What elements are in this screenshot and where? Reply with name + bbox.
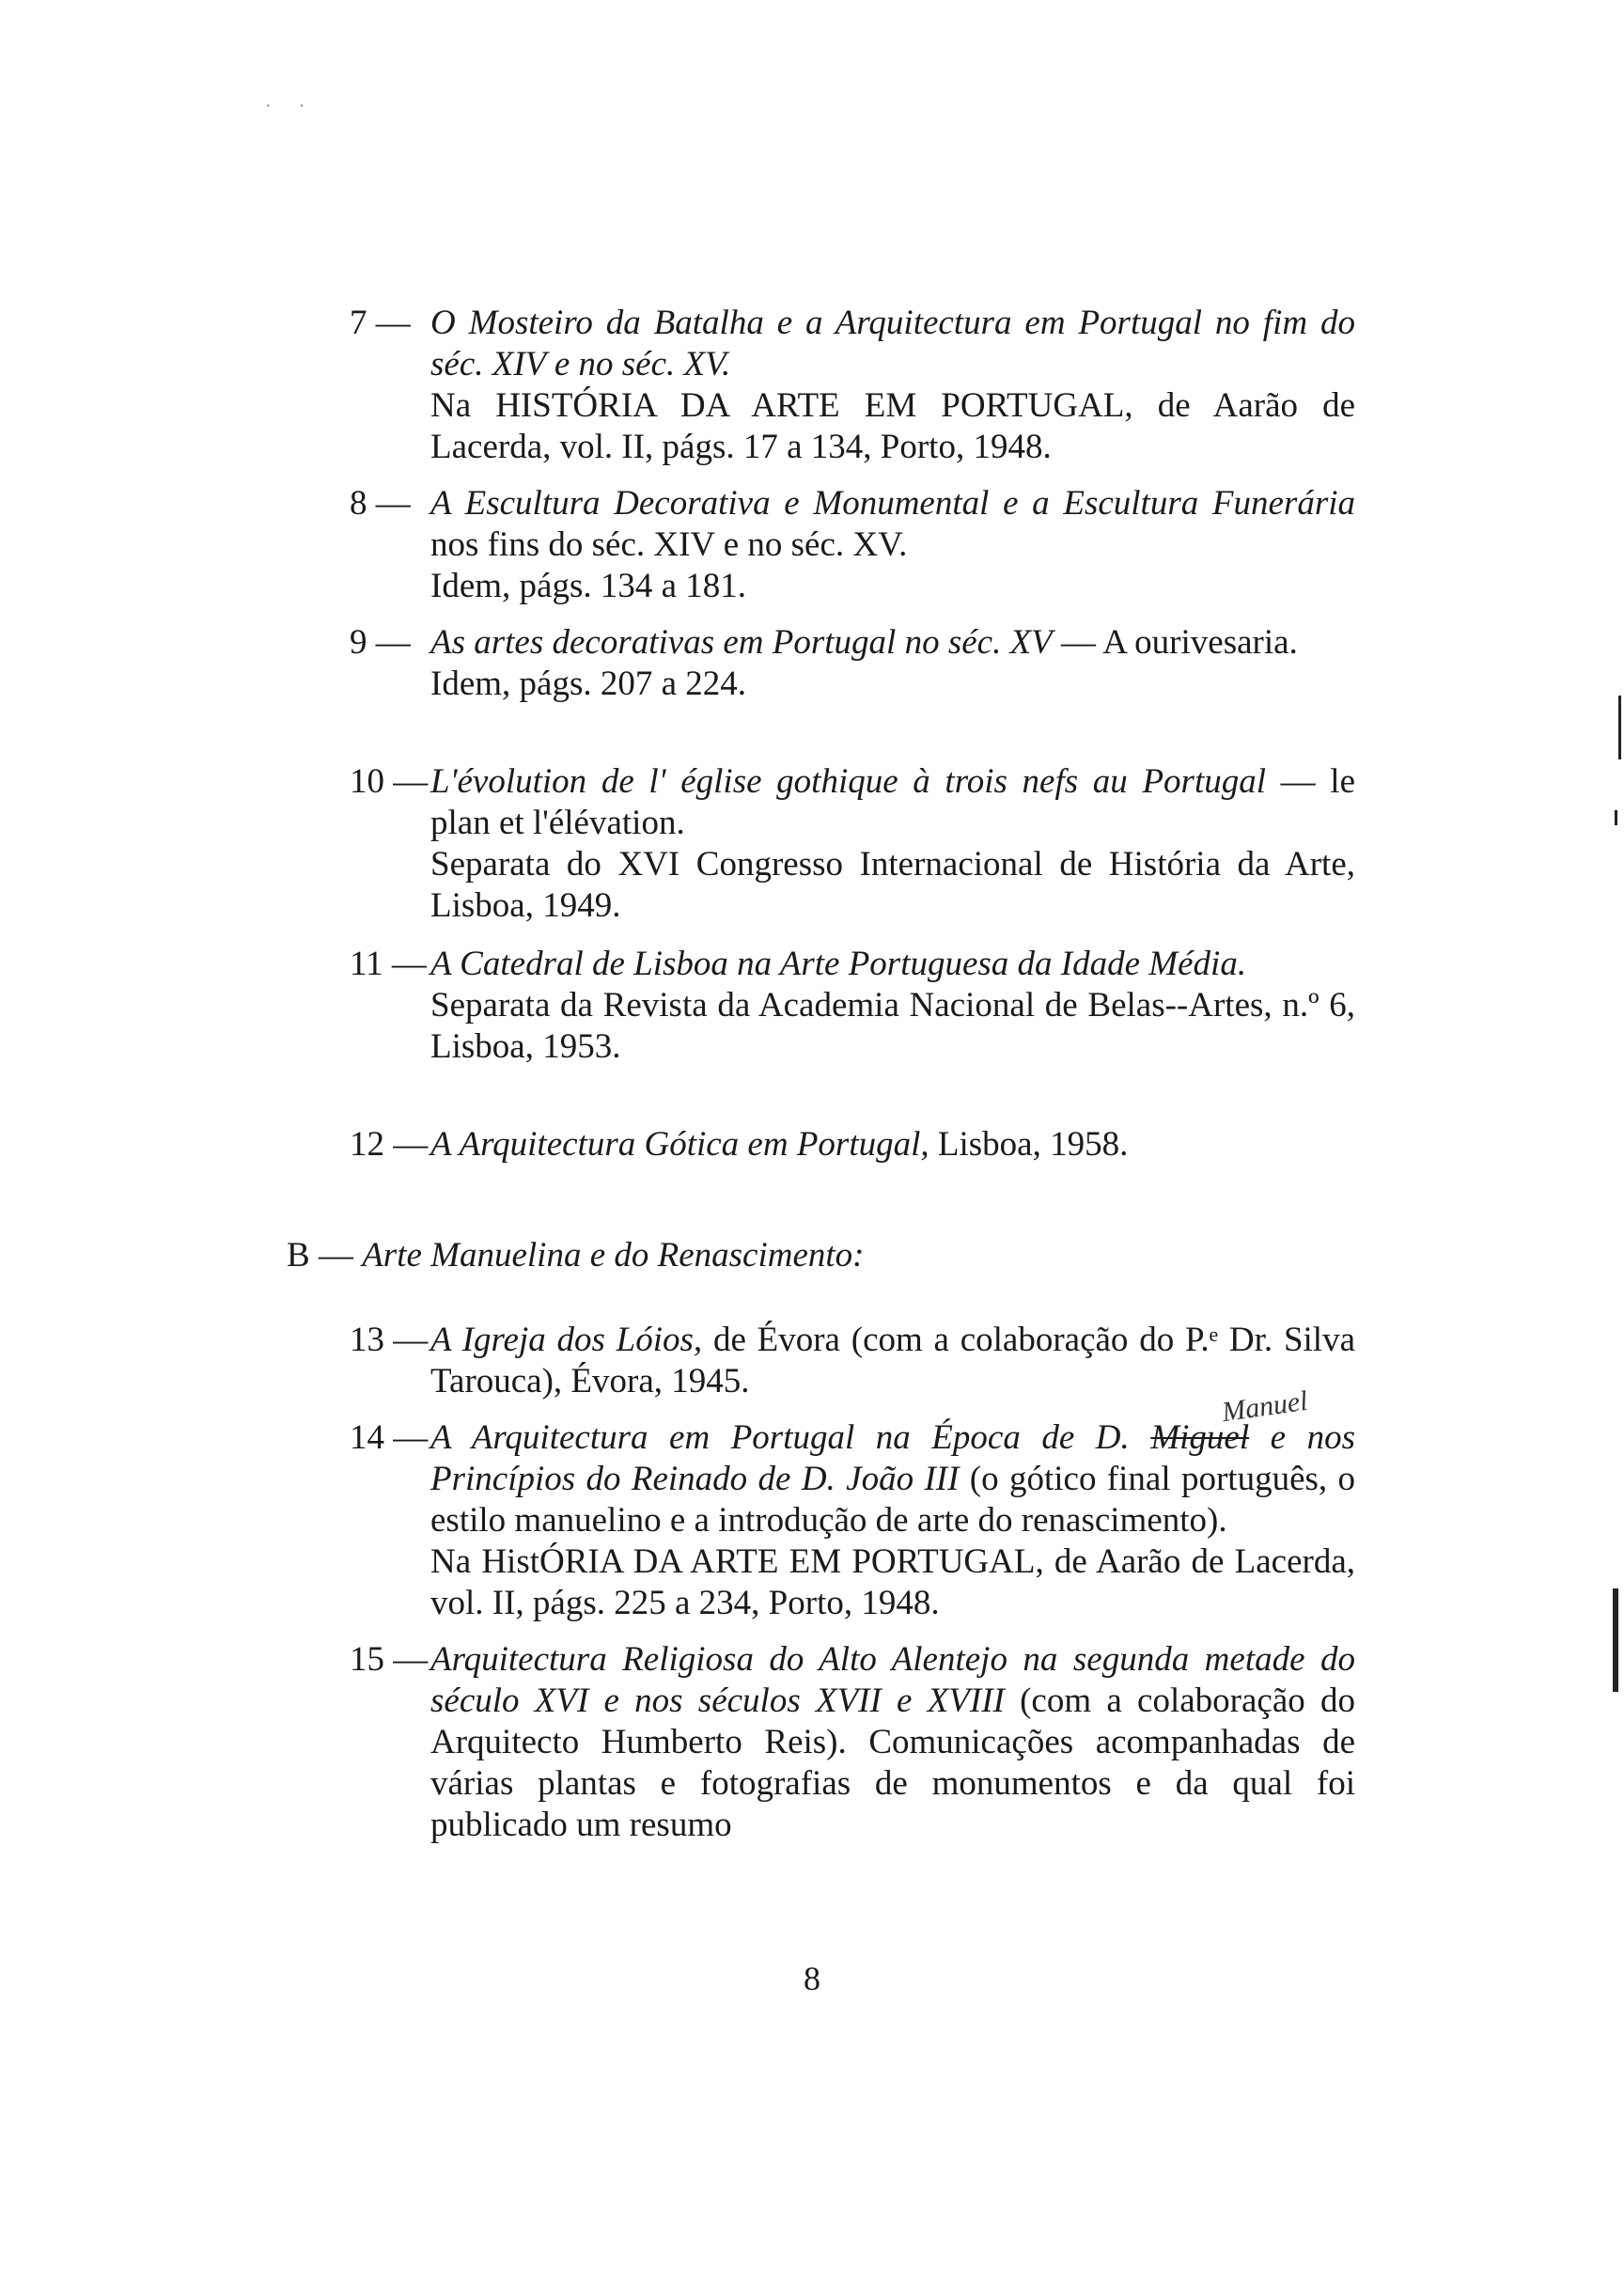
scan-margin-mark [1618,696,1621,759]
entry-note: Na HISTÓRIA DA ARTE EM PORTUGAL, de Aarão de Lacerda, vol. II, págs. 17 a 134, Porto, 1948. [430,386,1355,466]
scan-speck: · · [265,96,317,117]
entry-detail: de Évora (com a colaboração do P.ᵉ Dr. Silva Tarouca), Évora, 1945. [430,1321,1356,1400]
bibliography-entry-15 [350,1639,1355,1846]
entry-title: L'évolution de l' église gothique à trois nefs au Portugal [430,762,1266,801]
entry-body [430,1124,1355,1165]
entry-note: Idem, págs. 207 a 224. [430,665,747,703]
entry-body [430,303,1355,385]
entry-body [430,483,1355,566]
entry-body [430,1639,1355,1846]
entry-number: 8 — [350,484,411,523]
struck-word: Miguel [1150,1418,1250,1457]
entry-title: A Catedral de Lisboa na Arte Portuguesa da Idade Média. [430,945,1247,983]
entry-detail: nos fins do séc. XIV e no séc. XV. [430,525,908,564]
entry-note: Na HistÓRIA DA ARTE EM PORTUGAL, de Aarão de Lacerda, vol. II, págs. 225 a 234, Porto, 1948. [430,1542,1355,1622]
entry-title: A Arquitectura em Portugal na Época de D. [430,1418,1130,1457]
entry-body [430,944,1355,985]
entry-note: Separata da Revista da Academia Nacional de Belas--Artes, n.º 6, Lisboa, 1953. [430,986,1355,1066]
bibliography-entry-12 [350,1124,1355,1165]
bibliography-entry-13 [350,1320,1355,1402]
entry-number: 11 — [350,945,427,983]
entry-number: 13 — [350,1321,429,1359]
entry-number: 15 — [350,1640,429,1679]
bibliography-entry-8 [350,483,1355,607]
entry-title: As artes decorativas em Portugal no séc. XV [430,623,1053,662]
entry-title-continued: e nos Princípios do Reinado de D. João III [430,1418,1355,1498]
scan-margin-mark [1615,810,1617,825]
entry-title: Arquitectura Religiosa do Alto Alentejo na segunda metade do século XVI e nos séculos XVII e XVIII [430,1640,1355,1720]
bibliography-entry-14 [350,1417,1355,1624]
bibliography-entry-11 [350,944,1355,1068]
entry-detail: Lisboa, 1958. [929,1125,1129,1164]
entry-body [430,1417,1355,1541]
entry-detail: (o gótico final português, o estilo manuelino e a introdução de arte do renascimento). [430,1460,1356,1540]
entry-note: Idem, págs. 134 a 181. [430,567,747,605]
entry-number: 14 — [350,1418,429,1457]
entry-number: 9 — [350,623,411,662]
scan-margin-mark [1613,1588,1618,1692]
entry-detail: — le plan et l'élévation. [430,762,1355,842]
bibliography-entry-7 [350,303,1355,468]
bibliography-entry-9 [350,622,1355,705]
entry-body [430,622,1355,664]
entry-body [430,1320,1355,1402]
section-letter: B — [287,1236,353,1275]
entry-title: A Escultura Decorativa e Monumental e a Escultura Funerária [430,484,1355,523]
entry-title: A Arquitectura Gótica em Portugal, [430,1125,929,1164]
page-number: 8 [804,1960,820,1997]
entry-body [430,761,1355,844]
entry-number: 10 — [350,762,429,801]
bibliography-entry-10 [350,761,1355,927]
entry-title: O Mosteiro da Batalha e a Arquitectura em Portugal no fim do séc. XIV e no séc. XV. [430,304,1355,383]
entry-detail: — A ourivesaria. [1052,623,1298,662]
entry-number: 12 — [350,1125,429,1164]
section-title: Arte Manuelina e do Renascimento: [362,1236,865,1275]
entry-detail: (com a colaboração do Arquitecto Humberto Reis). Comunicações acompanhadas de várias plantas e fotografias de monumentos e da qual foi publicado um resumo [430,1682,1355,1844]
entry-note: Separata do XVI Congresso Internacional de História da Arte, Lisboa, 1949. [430,845,1355,925]
section-heading-b [287,1235,864,1276]
handwritten-correction: Manuel [1220,1384,1310,1429]
entry-title: A Igreja dos Lóios, [430,1321,703,1359]
entry-number: 7 — [350,304,411,342]
